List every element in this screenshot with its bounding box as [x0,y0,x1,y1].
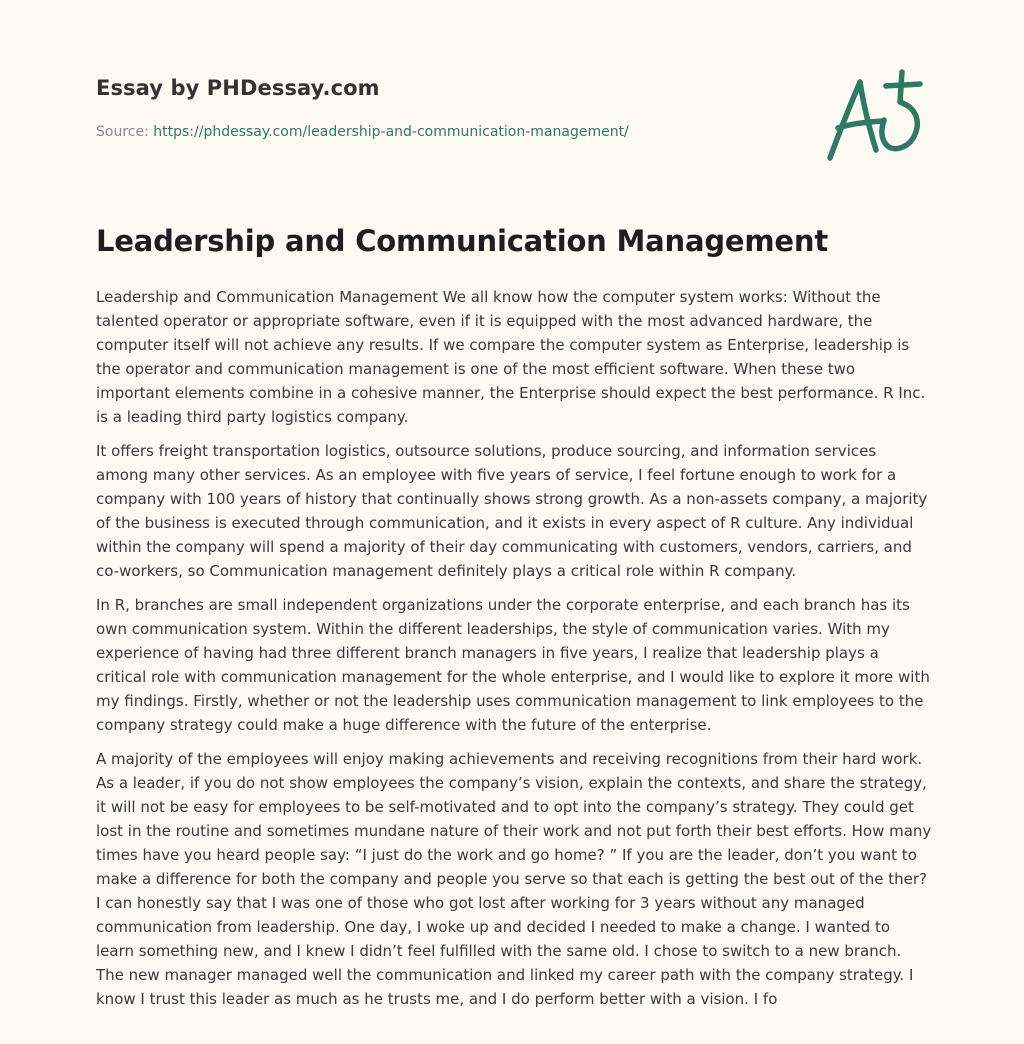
a-plus-logo-icon [820,66,930,166]
source-line [96,124,629,140]
essay-title: Leadership and Communication Management [96,224,828,258]
essay-paragraph: Leadership and Communication Management We all know how the computer system works: Without the talented operator or appropriate software, even if it is equipped with the most advanced hardware, the computer itself will not achieve any results. If we compare the computer system as Enterprise, leadership is the operator and communication management is one of the most efficient software. When these two important elements combine in a cohesive manner, the Enterprise should expect the best performance. R Inc. is a leading third party logistics company. [96,288,926,426]
essay-paragraph: In R, branches are small independent organizations under the corporate enterprise, and each branch has its own communication system. Within the different leaderships, the style of communication varies. With my experience of having had three different branch managers in five years, I realize that leadership plays a critical role with communication management for the whole enterprise, and I would like to explore it more with my findings. Firstly, whether or not the leadership uses communication management to link employees to the company strategy could make a huge difference with the future of the enterprise. [96,596,930,734]
source-label: Source: [96,124,154,140]
essay-paragraph: It offers freight transportation logistics, outsource solutions, produce sourcing, and information services among many other services. As an employee with five years of service, I feel fortune enough to work for a company with 100 years of history that continually shows strong growth. As a non-assets company, a majority of the business is executed through communication, and it exists in every aspect of R culture. Any individual within the company will spend a majority of their day communicating with customers, vendors, carriers, and co-workers, so Communication management definitely plays a critical role within R company. [96,442,928,580]
essay-body [96,285,932,1037]
essay-paragraph: A majority of the employees will enjoy making achievements and receiving recognitions from their hard work. As a leader, if you do not show employees the company’s vision, explain the contexts, and share the strategy, it will not be easy for employees to be self-motivated and to opt into the company’s strategy. They could get lost in the routine and sometimes mundane nature of their work and not put forth their best efforts. How many times have you heard people say: “I just do the work and go home? ” If you are the leader, don’t you want to make a difference for both the company and people you serve so that each is getting the best out of the ther? I can honestly say that I was one of those who got lost after working for 3 years without any managed communication from leadership. One day, I woke up and decided I needed to make a change. I wanted to learn something new, and I knew I didn’t feel fulfilled with the same old. I chose to switch to a new branch. The new manager managed well the communication and linked my career path with the company strategy. I know I trust this leader as much as he trusts me, and I do perform better with a vision. I fo [96,750,932,1008]
source-link[interactable]: https://phdessay.com/leadership-and-communication-management/ [153,124,629,140]
site-title: Essay by PHDessay.com [96,76,380,100]
